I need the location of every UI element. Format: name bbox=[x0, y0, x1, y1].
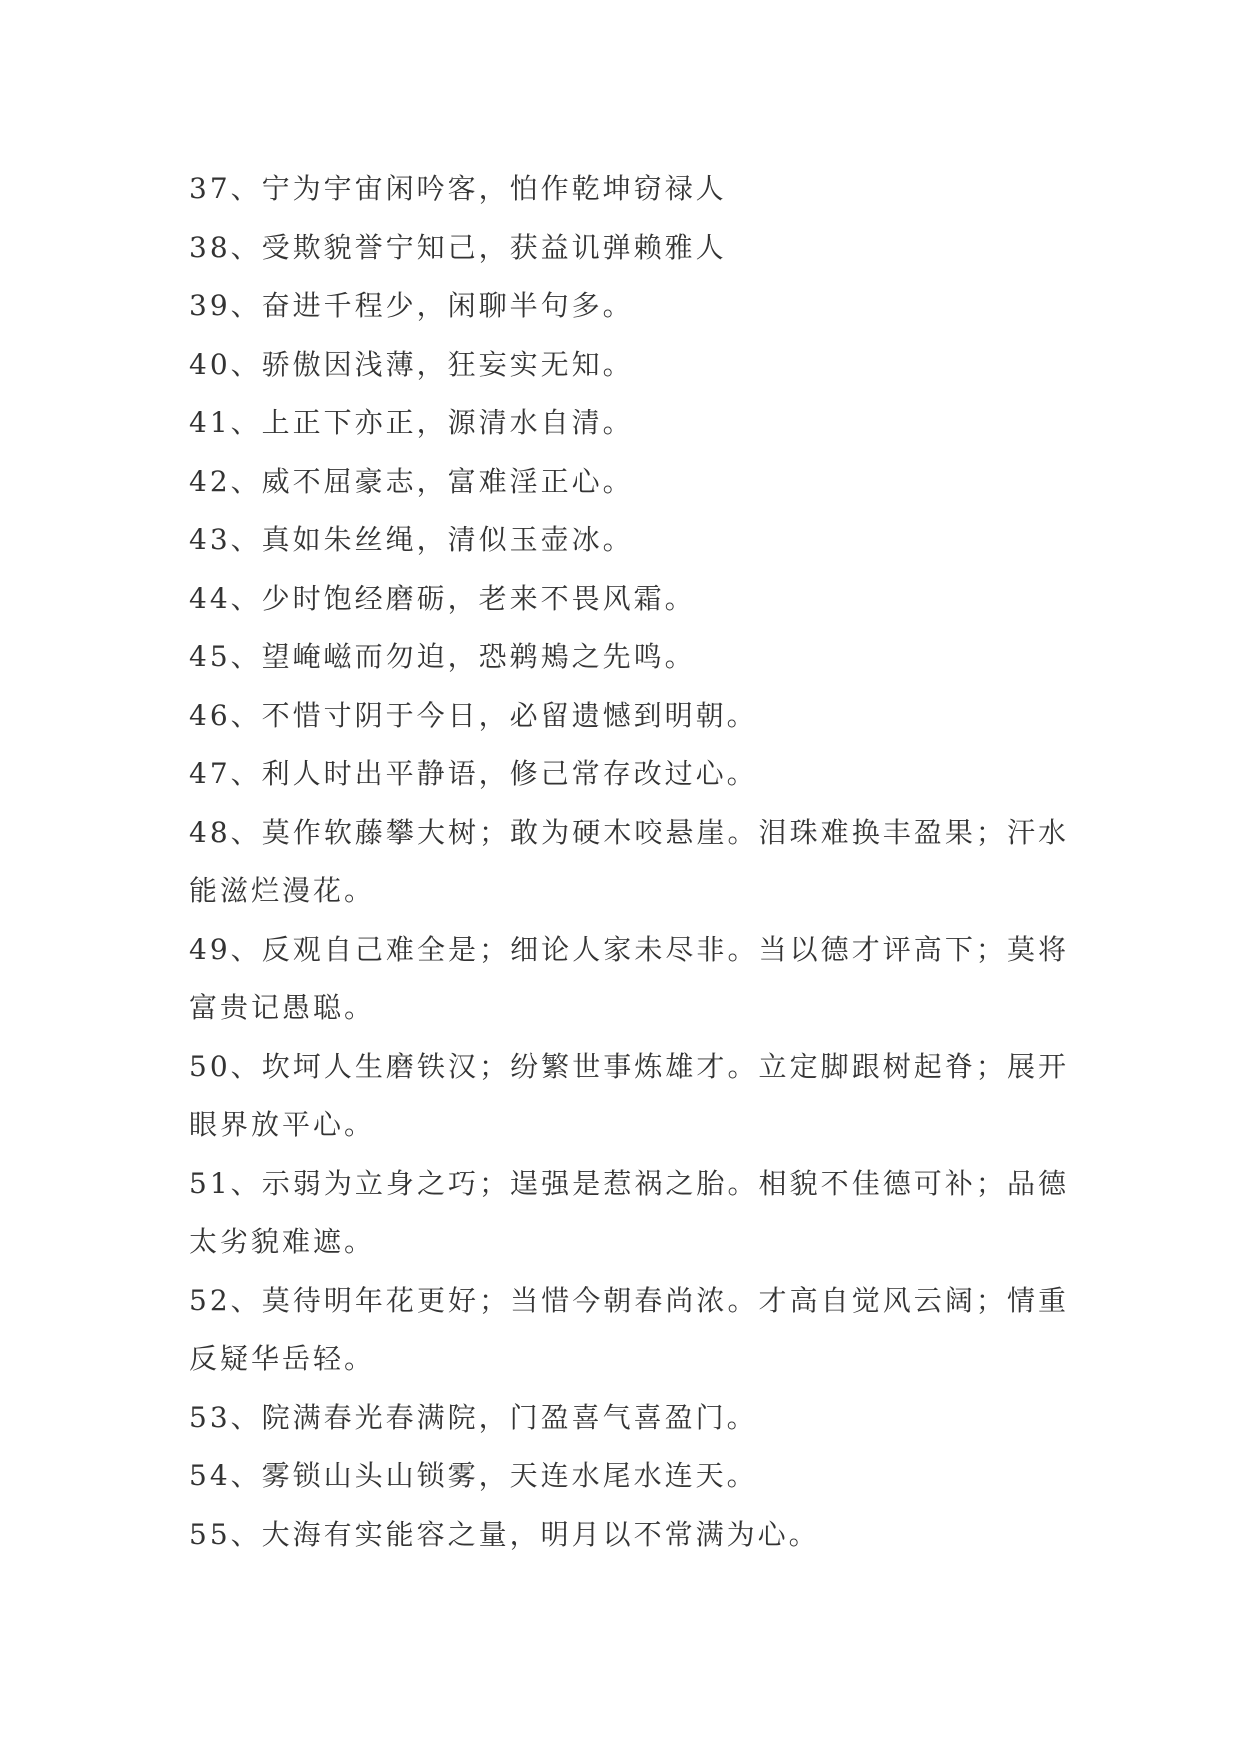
couplet-item: 55、大海有实能容之量，明月以不常满为心。 bbox=[189, 1517, 820, 1551]
couplet-item: 40、骄傲因浅薄，狂妄实无知。 bbox=[189, 347, 634, 381]
couplet-item: 41、上正下亦正，源清水自清。 bbox=[189, 406, 634, 439]
couplet-item: 42、威不屈豪志，富难淫正心。 bbox=[189, 464, 634, 498]
couplet-item: 50、坎坷人生磨铁汉；纷繁世事炼雄才。立定脚跟树起脊；展开眼界放平心。 bbox=[189, 1049, 1069, 1141]
couplet-item: 46、不惜寸阴于今日，必留遗憾到明朝。 bbox=[189, 698, 758, 732]
couplet-item: 53、院满春光春满院，门盈喜气喜盈门。 bbox=[189, 1400, 758, 1434]
couplet-list bbox=[189, 160, 1069, 1564]
couplet-item: 54、雾锁山头山锁雾，天连水尾水连天。 bbox=[189, 1459, 758, 1492]
couplet-item: 38、受欺貌誉宁知己，获益讥弹赖雅人 bbox=[189, 230, 727, 264]
couplet-item: 43、真如朱丝绳，清似玉壶冰。 bbox=[189, 523, 634, 556]
couplet-item: 39、奋进千程少，闲聊半句多。 bbox=[189, 289, 634, 322]
couplet-item: 37、宁为宇宙闲吟客，怕作乾坤窃禄人 bbox=[189, 172, 727, 205]
couplet-item: 49、反观自己难全是；细论人家未尽非。当以德才评高下；莫将富贵记愚聪。 bbox=[189, 932, 1069, 1024]
couplet-item: 47、利人时出平静语，修己常存改过心。 bbox=[189, 757, 758, 790]
couplet-item: 44、少时饱经磨砺，老来不畏风霜。 bbox=[189, 581, 696, 615]
couplet-item: 48、莫作软藤攀大树；敢为硬木咬悬崖。泪珠难换丰盈果；汗水能滋烂漫花。 bbox=[189, 815, 1069, 907]
couplet-item: 52、莫待明年花更好；当惜今朝春尚浓。才高自觉风云阔；情重反疑华岳轻。 bbox=[189, 1283, 1069, 1375]
couplet-item: 45、望崦嵫而勿迫，恐鹈鴂之先鸣。 bbox=[189, 640, 696, 673]
couplet-item: 51、示弱为立身之巧；逞强是惹祸之胎。相貌不佳德可补；品德太劣貌难遮。 bbox=[189, 1166, 1069, 1258]
